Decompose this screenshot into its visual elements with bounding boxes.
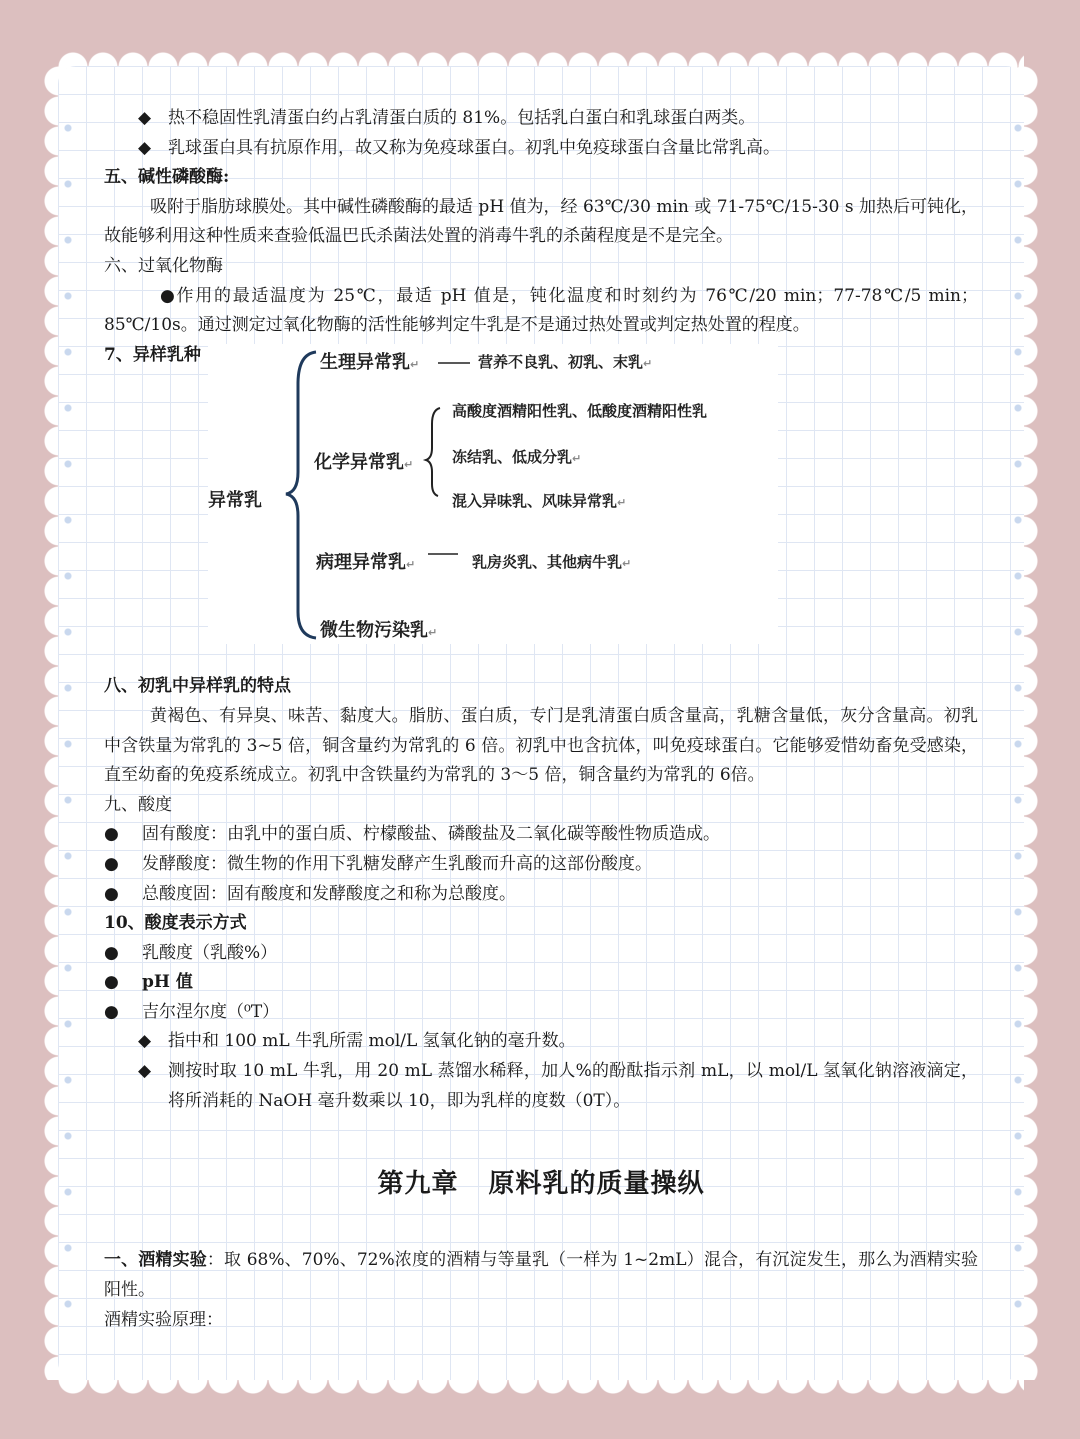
paragraph: 吸附于脂肪球膜处。其中碱性磷酸酶的最适 pH 值为，经 63℃/30 min 或 71-75℃/15-30 s 加热后可钝化，故能够利用这种性质来查验低温巴氏杀菌法处置的消毒牛乳的杀菌程度是不是完全。 xyxy=(104,196,978,247)
sub-list-item: ◆ 指中和 100 mL 牛乳所需 mol/L 氢氧化钠的毫升数。 xyxy=(104,1027,978,1057)
chapter-number: 第九章 xyxy=(377,1169,459,1199)
alcohol-test-label: 一、酒精实验 xyxy=(104,1250,207,1270)
alcohol-principle: 酒精实验原理： xyxy=(104,1310,223,1330)
alcohol-test-paragraph xyxy=(104,1246,978,1305)
chapter-title xyxy=(104,1170,978,1200)
dots-right xyxy=(1014,100,1022,1350)
chem-item: 高酸度酒精阳性乳、低酸度酒精阳性乳 xyxy=(452,402,708,420)
section-heading: 10、酸度表示方式 xyxy=(104,913,247,934)
section-heading: 九、酸度 xyxy=(104,794,172,815)
chem-label: 化学异常乳↵ xyxy=(314,452,414,473)
paragraph: ●作用的最适温度为 25℃，最适 pH 值是，钝化温度和时刻约为 76℃/20 min；77-78℃/5 min；85℃/10s。通过测定过氧化物酶的活性能够判定牛乳是不是通过热处置或判定热处置的程度。 xyxy=(104,285,978,336)
section-heading: 五、碱性磷酸酶: xyxy=(104,167,230,188)
list-item: ● 总酸度固：固有酸度和发酵酸度之和称为总酸度。 xyxy=(104,880,978,910)
section-heading: 六、过氧化物酶 xyxy=(104,255,223,276)
paragraph: 黄褐色、有异臭、味苦、黏度大。脂肪、蛋白质，专门是乳清蛋白质含量高，乳糖含量低，灰分含量高。初乳中含铁量为常乳的 3~5 倍，铜含量约为常乳的 6 倍。初乳中也含抗体，叫免疫球蛋白。它能够爱惜幼畜免受感染，直至幼畜的免疫系统成立。初乳中含铁量约为常乳的 3～5 倍，铜含量约为常乳的 6倍。 xyxy=(104,705,978,786)
patho-items: 乳房炎乳、其他病牛乳↵ xyxy=(472,553,632,571)
list-item: ◆ 热不稳固性乳清蛋白约占乳清蛋白质的 81%。包括乳白蛋白和乳球蛋白两类。 xyxy=(104,104,978,134)
micro-label: 微生物污染乳↵ xyxy=(320,620,438,641)
chem-item: 冻结乳、低成分乳↵ xyxy=(452,448,582,466)
abnormal-milk-diagram xyxy=(208,344,778,644)
section-heading: 八、初乳中异样乳的特点 xyxy=(104,676,291,697)
dots-left xyxy=(64,100,72,1350)
list-item: ● 发酵酸度：微生物的作用下乳糖发酵产生乳酸而升高的这部份酸度。 xyxy=(104,850,978,880)
list-item: ● 乳酸度（乳酸%） xyxy=(104,939,978,969)
chem-brace xyxy=(426,408,440,496)
list-item: ● 吉尔涅尔度（⁰T） xyxy=(104,998,978,1028)
alcohol-test-text: ：取 68%、70%、72%浓度的酒精与等量乳（一样为 1~2mL）混合，有沉淀发生，那么为酒精实验阳性。 xyxy=(104,1250,978,1300)
physio-items: 营养不良乳、初乳、末乳↵ xyxy=(478,353,653,371)
chapter-name: 原料乳的质量操纵 xyxy=(488,1169,705,1199)
list-item: ● pH 值 xyxy=(104,968,978,998)
chem-item: 混入异味乳、风味异常乳↵ xyxy=(452,492,627,510)
root-brace xyxy=(286,352,316,638)
patho-label: 病理异常乳↵ xyxy=(316,552,416,573)
list-item: ● 固有酸度：由乳中的蛋白质、柠檬酸盐、磷酸盐及二氧化碳等酸性物质造成。 xyxy=(104,820,978,850)
root-label: 异常乳 xyxy=(208,490,262,511)
section-heading: 7、异样乳种 xyxy=(104,344,201,365)
sub-list-item: ◆ 测按时取 10 mL 牛乳，用 20 mL 蒸馏水稀释，加人%的酚酞指示剂 mL，以 mol/L 氢氧化钠溶液滴定，将所消耗的 NaOH 毫升数乘以 10，即为乳样的度数（0T）。 xyxy=(104,1057,978,1116)
physio-label: 生理异常乳↵ xyxy=(320,352,420,373)
list-item: ◆ 乳球蛋白具有抗原作用，故又称为免疫球蛋白。初乳中免疫球蛋白含量比常乳高。 xyxy=(104,134,978,164)
